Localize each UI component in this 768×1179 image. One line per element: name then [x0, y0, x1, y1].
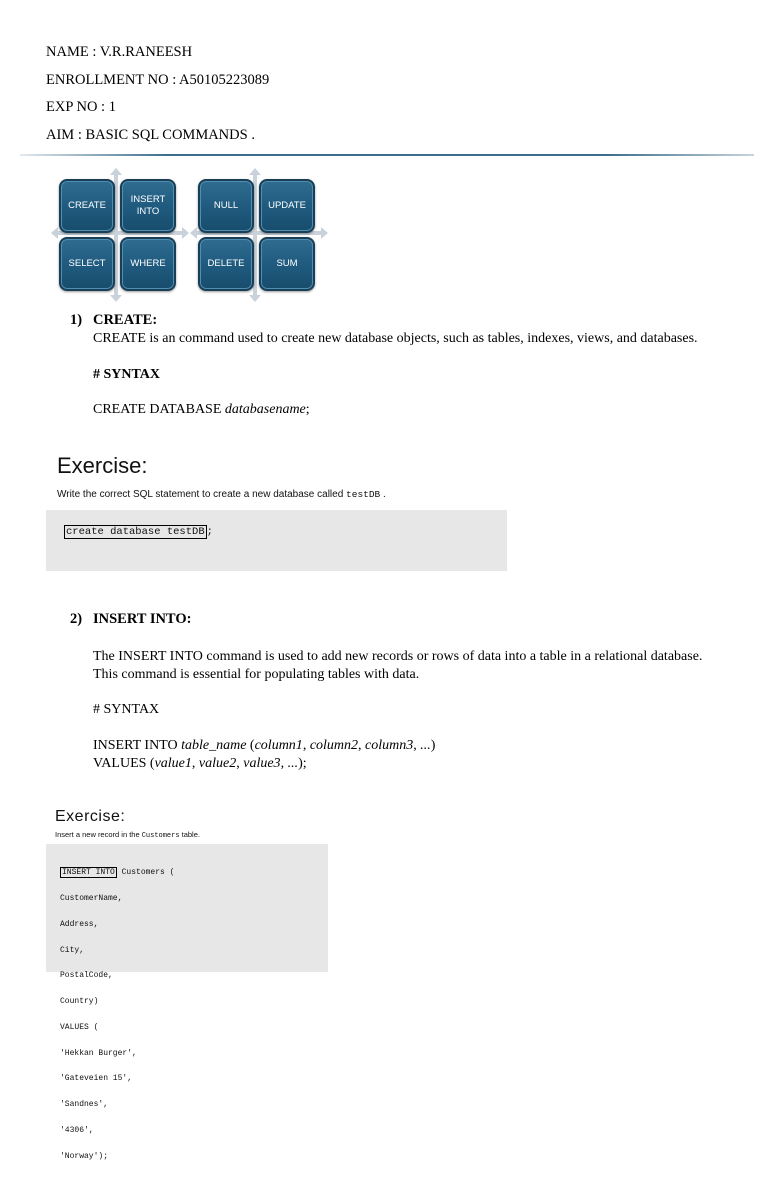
code-line: 'Gateveien 15',: [60, 1074, 133, 1084]
tile-select: SELECT: [59, 237, 115, 291]
sql-commands-diagram-left: [54, 172, 186, 298]
arrow-up-icon: [110, 168, 122, 175]
student-name: NAME : V.R.RANEESH: [46, 44, 193, 60]
syntax-keyword: VALUES (: [93, 756, 155, 771]
code-line: VALUES (: [60, 1022, 99, 1032]
tile-where: WHERE: [120, 237, 176, 291]
exercise-2-code: [60, 852, 174, 1179]
syntax-end: ;: [305, 402, 310, 417]
syntax-paren: ): [430, 738, 436, 753]
arrow-right-icon: [182, 227, 189, 239]
answer-input[interactable]: INSERT INTO: [62, 868, 115, 878]
syntax-ellipsis: ...: [287, 756, 299, 771]
tile-delete: DELETE: [198, 237, 254, 291]
section-2-syntax-line-2: VALUES (value1, value2, value3, ...);: [93, 756, 307, 771]
section-1-title: CREATE:: [92, 312, 158, 328]
code-line: '4306',: [60, 1126, 94, 1135]
section-1-heading: [70, 312, 157, 329]
section-2-number: 2): [70, 611, 83, 627]
instruction-text: Insert a new record in the: [55, 830, 142, 839]
syntax-value: value3: [243, 756, 281, 771]
code-line: CustomerName,: [60, 893, 123, 903]
arrow-down-icon: [110, 295, 122, 302]
section-2-description-2: This command is essential for populating tables with data.: [93, 667, 420, 682]
syntax-keyword: CREATE DATABASE: [93, 402, 225, 417]
code-line: 'Norway');: [60, 1151, 109, 1161]
section-1-syntax-heading: # SYNTAX: [93, 367, 161, 382]
code-line: City,: [60, 945, 85, 955]
code-line: 'Sandnes',: [60, 1100, 109, 1110]
code-line: Country): [60, 997, 99, 1007]
aim: AIM : BASIC SQL COMMANDS .: [46, 127, 255, 143]
exercise-2-title: Exercise:: [55, 808, 126, 825]
tile-insert-into: INSERT INTO: [120, 179, 176, 233]
header-divider: [20, 154, 754, 156]
section-1-syntax: [93, 401, 310, 419]
arrow-left-icon: [190, 227, 197, 239]
experiment-number: EXP NO : 1: [46, 99, 116, 115]
arrow-up-icon: [249, 168, 261, 175]
tile-create: CREATE: [59, 179, 115, 233]
syntax-value: value1: [154, 756, 192, 771]
tile-sum: SUM: [259, 237, 315, 291]
exercise-1-instruction: [57, 489, 386, 500]
code-line: Address,: [60, 919, 99, 929]
code-line: INSERT INTO Customers (: [62, 868, 175, 878]
code-line: 'Hekkan Burger',: [60, 1048, 137, 1058]
section-2-heading: [70, 611, 191, 628]
exercise-1-answer: [64, 526, 213, 538]
code-line: PostalCode,: [60, 971, 113, 981]
syntax-param: databasename: [224, 402, 306, 417]
instruction-code: Customers: [141, 832, 180, 840]
exercise-1-code-box: [46, 510, 507, 571]
syntax-paren: (: [246, 738, 255, 753]
arrow-down-icon: [249, 295, 261, 302]
section-2-syntax-heading: # SYNTAX: [93, 702, 160, 717]
section-2-title: INSERT INTO:: [92, 611, 192, 627]
syntax-column: column2: [309, 738, 359, 753]
arrow-left-icon: [51, 227, 58, 239]
syntax-table: table_name: [181, 738, 247, 753]
syntax-value: value2: [198, 756, 237, 771]
section-2-syntax-line-1: INSERT INTO table_name (column1, column2, column3, ...): [93, 738, 436, 753]
answer-input[interactable]: create database testDB: [66, 526, 205, 538]
arrow-right-icon: [321, 227, 328, 239]
syntax-column: column3: [365, 738, 414, 753]
exercise-2-instruction: [55, 830, 200, 840]
instruction-end: table.: [179, 830, 200, 839]
instruction-text: Write the correct SQL statement to create a new database called: [57, 489, 347, 500]
syntax-column: column1: [254, 738, 303, 753]
tile-null: NULL: [198, 179, 254, 233]
section-1-description: CREATE is an command used to create new database objects, such as tables, indexes, views, and databases.: [93, 331, 698, 346]
instruction-code: testDB: [346, 489, 381, 500]
syntax-keyword: INSERT INTO: [93, 738, 182, 753]
section-1-number: 1): [70, 312, 83, 328]
exercise-1-title: Exercise:: [57, 453, 148, 478]
sql-commands-diagram-right: [193, 172, 325, 298]
syntax-ellipsis: ...: [420, 738, 431, 753]
syntax-paren: );: [298, 756, 307, 771]
section-2-description-1: The INSERT INTO command is used to add new records or rows of data into a table in a relational database.: [93, 649, 703, 664]
tile-update: UPDATE: [259, 179, 315, 233]
answer-end: ;: [206, 526, 213, 538]
instruction-end: .: [383, 489, 386, 500]
exercise-2-code-box: [46, 844, 328, 1161]
enrollment-number: ENROLLMENT NO : A50105223089: [46, 72, 270, 88]
